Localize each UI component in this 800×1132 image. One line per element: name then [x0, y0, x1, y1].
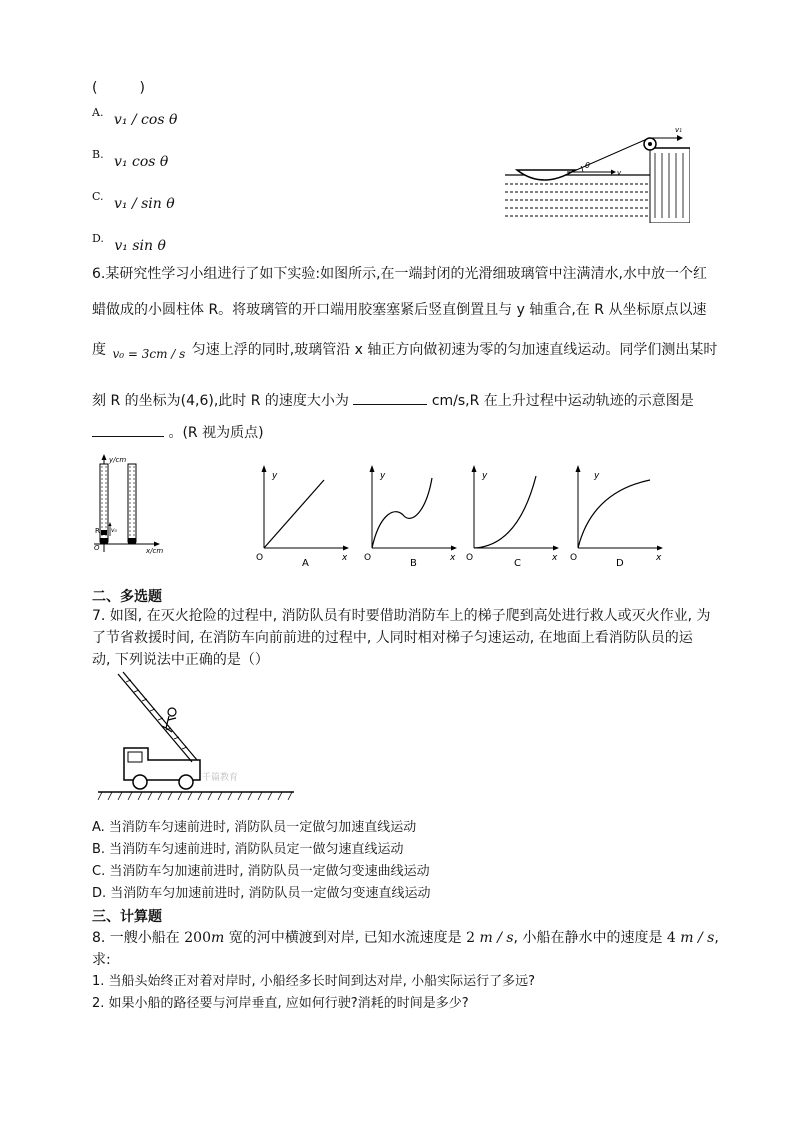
watermark-text: 千篇教育 — [202, 773, 239, 783]
trajectory-line — [372, 478, 432, 548]
trajectory-line — [474, 476, 536, 548]
q7-option-c: C. 当消防车匀加速前进时, 消防队员一定做匀变速曲线运动 — [92, 864, 430, 879]
q8-line-1 — [92, 928, 719, 948]
option-expr: v₁ / cos θ — [113, 112, 178, 128]
graph-x-label: x — [656, 553, 662, 563]
graph-a — [252, 462, 352, 570]
q7-line-1: 7. 如图, 在灭火抢险的过程中, 消防队员有时要借助消防车上的梯子爬到高处进行救人或灭火作业, 为 — [92, 608, 711, 624]
graph-letter: B — [410, 558, 417, 569]
q7-option-b: B. 当消防车匀速前进时, 消防队员定一做匀速直线运动 — [92, 842, 404, 857]
q6-line-4-pre: 刻 R 的坐标为(4,6),此时 R 的速度大小为 — [92, 393, 349, 409]
q6-line-5 — [92, 422, 264, 443]
graph-y-label: y — [594, 471, 600, 481]
trajectory-line — [264, 480, 324, 548]
option-label: A. — [92, 106, 104, 119]
tube-label-y: y/cm — [109, 456, 127, 464]
graph-origin-label: O — [466, 553, 474, 563]
graph-origin-label: O — [570, 553, 578, 563]
label-v: v — [617, 169, 622, 177]
label-v1: v₁ — [675, 126, 682, 134]
q6-line-3-post: 匀速上浮的同时,玻璃管沿 x 轴正方向做初速为零的匀加速直线运动。同学们测出某时 — [191, 342, 718, 358]
tube-label-r: R — [95, 527, 100, 535]
option-expr: v₁ cos θ — [114, 154, 169, 170]
glass-tube-figure — [86, 452, 166, 554]
graph-d — [566, 462, 666, 570]
graph-y-label: y — [482, 471, 488, 481]
q8-boat-speed: 4 — [666, 930, 676, 946]
boat-pulley-figure — [505, 118, 690, 223]
q8-unit-ms-1: m / s — [479, 930, 514, 946]
graph-y-label: y — [272, 471, 278, 481]
label-theta: θ — [585, 161, 590, 170]
q7-line-3: 动, 下列说法中正确的是（） — [92, 652, 269, 668]
option-label: D. — [92, 232, 104, 245]
answer-blank-graph[interactable] — [92, 422, 164, 437]
q8-text-b: 宽的河中横渡到对岸, 已知水流速度是 — [228, 930, 462, 946]
q8-water-speed: 2 — [466, 930, 476, 946]
tube-label-v0: v₀ — [111, 527, 117, 534]
q8-text-a: 8. 一艘小船在 — [92, 930, 180, 946]
q8-text-c: , 小船在静水中的速度是 — [513, 930, 663, 946]
option-expr: v₁ / sin θ — [113, 196, 175, 212]
tube-label-x: x/cm — [146, 547, 164, 554]
q8-unit-m: m — [211, 930, 225, 946]
graph-origin-label: O — [364, 553, 372, 563]
option-b — [92, 146, 169, 170]
graph-c — [462, 462, 562, 570]
q7-option-d: D. 当消防车匀加速前进时, 消防队员一定做匀变速直线运动 — [92, 886, 431, 901]
q8-line-2: 求: — [92, 952, 111, 968]
q6-velocity-expr: v₀ = 3cm / s — [112, 347, 186, 361]
q7-option-a: A. 当消防车匀速前进时, 消防队员一定做匀加速直线运动 — [92, 820, 417, 835]
fire-truck-figure — [96, 668, 296, 804]
q6-line-1: 6.某研究性学习小组进行了如下实验:如图所示,在一端封闭的光滑细玻璃管中注满清水,水中放一个红 — [92, 266, 707, 282]
q6-line-4-mid: cm/s,R 在上升过程中运动轨迹的示意图是 — [431, 393, 694, 409]
option-d — [92, 230, 166, 254]
option-a — [92, 104, 178, 128]
graph-letter: C — [514, 558, 521, 569]
q8-river-width: 200 — [184, 930, 211, 946]
graph-x-label: x — [342, 553, 348, 563]
q6-line-3-pre: 度 — [92, 342, 106, 358]
section-title-calculation: 三、计算题 — [92, 909, 162, 925]
answer-paren: ( ) — [92, 80, 145, 96]
tube-label-o: O — [94, 544, 100, 552]
option-c — [92, 188, 175, 212]
option-label: C. — [92, 190, 104, 203]
option-expr: v₁ sin θ — [114, 238, 166, 254]
q6-line-2: 蜡做成的小圆柱体 R。将玻璃管的开口端用胶塞塞紧后竖直倒置且与 y 轴重合,在 R 从坐标原点以速 — [92, 302, 707, 318]
q6-line-5-post: 。(R 视为质点) — [168, 425, 264, 441]
q8-text-d: , — [714, 930, 719, 946]
q8-sub-2: 2. 如果小船的路径要与河岸垂直, 应如何行驶?消耗的时间是多少? — [92, 996, 469, 1011]
q6-line-3 — [92, 340, 717, 360]
answer-blank-speed[interactable] — [353, 390, 427, 405]
trajectory-line — [578, 480, 650, 548]
graph-letter: A — [302, 558, 309, 569]
boat-icon — [517, 170, 575, 180]
q7-line-2: 了节省救援时间, 在消防车向前前进的过程中, 人同时相对梯子匀速运动, 在地面上看消防队员的运 — [92, 630, 693, 646]
graph-y-label: y — [380, 471, 386, 481]
q8-unit-ms-2: m / s — [680, 930, 715, 946]
graph-x-label: x — [450, 553, 456, 563]
option-label: B. — [92, 148, 104, 161]
graph-origin-label: O — [256, 553, 264, 563]
graph-x-label: x — [552, 553, 558, 563]
q8-sub-1: 1. 当船头始终正对着对岸时, 小船经多长时间到达对岸, 小船实际运行了多远? — [92, 974, 535, 989]
section-title-multiple-choice: 二、多选题 — [92, 589, 162, 605]
graph-b — [360, 462, 460, 570]
q6-line-4 — [92, 390, 694, 411]
graph-letter: D — [616, 558, 624, 569]
